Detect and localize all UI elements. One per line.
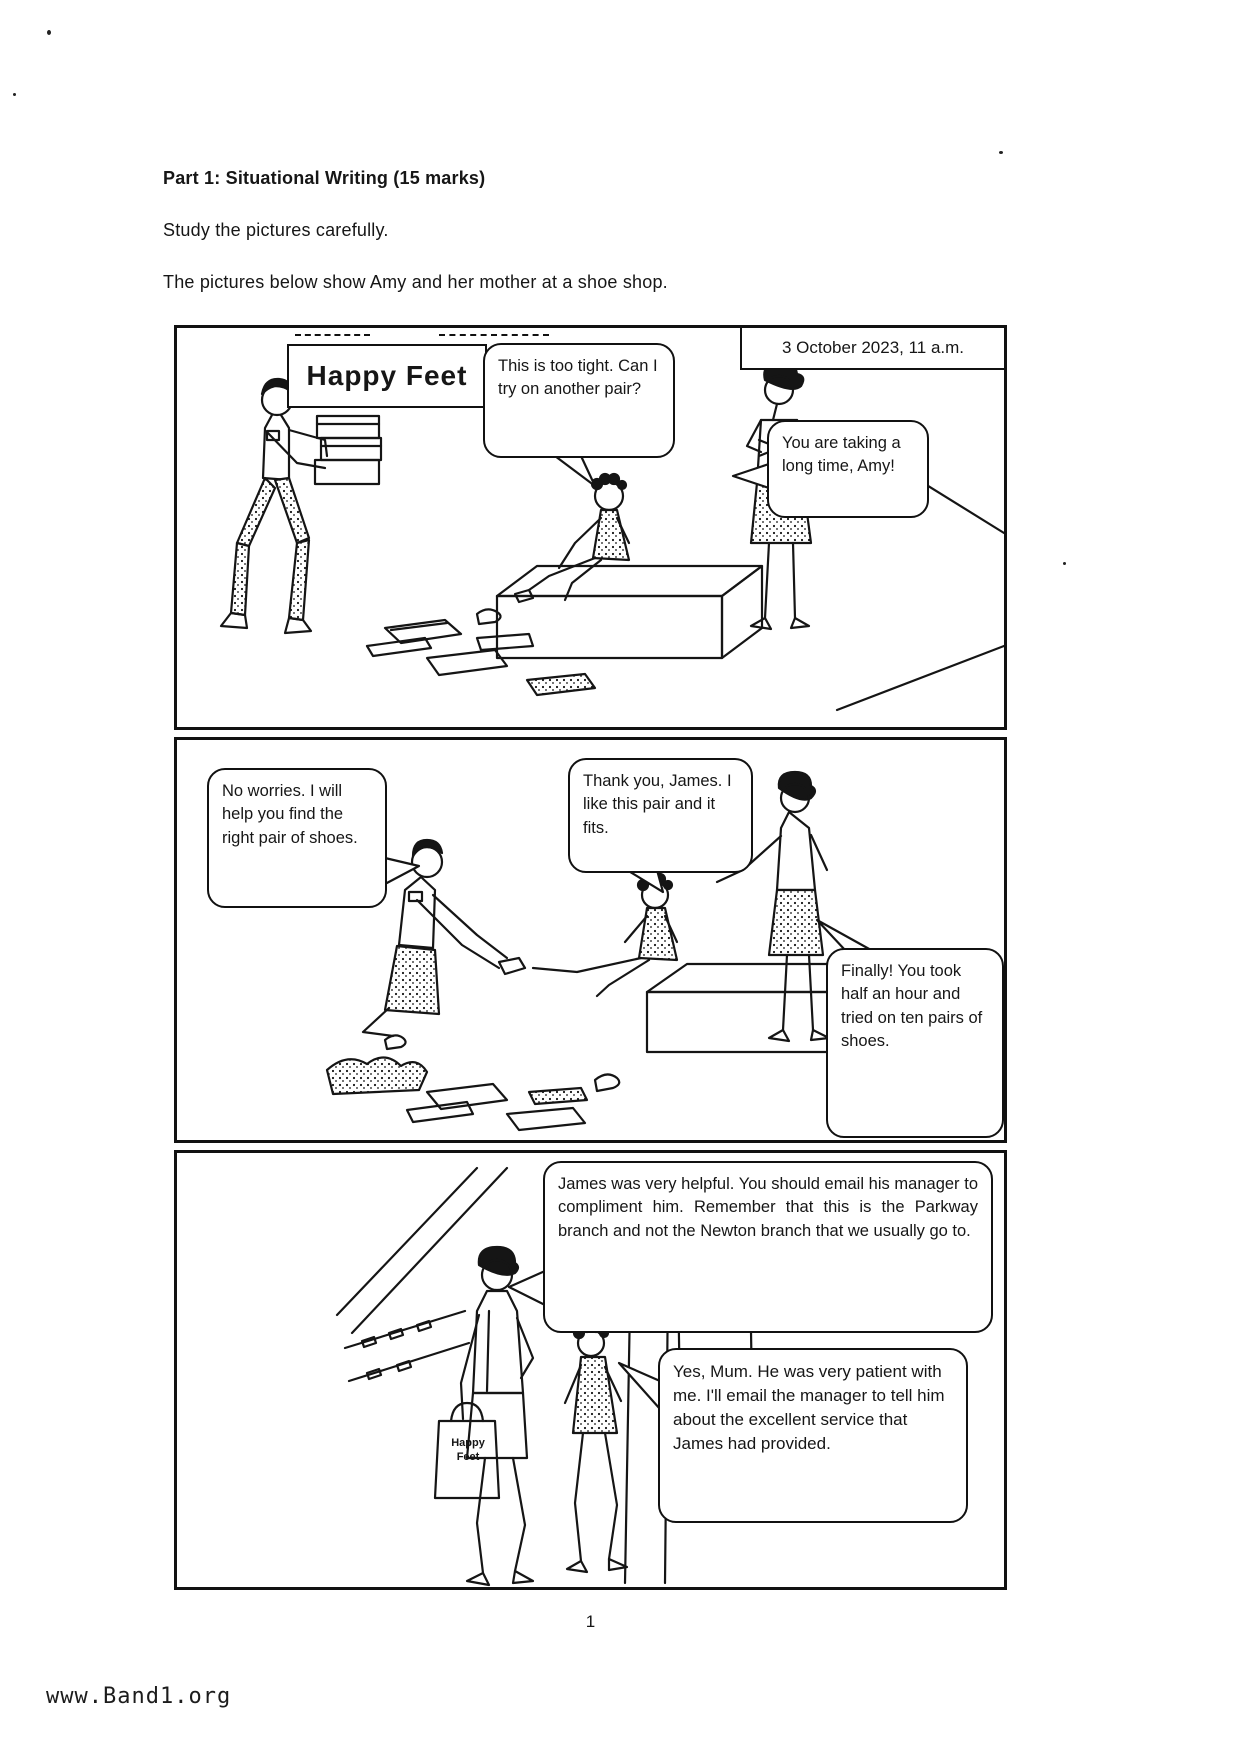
amy-figure-p2 <box>533 874 677 996</box>
bag-label: Happy Feet <box>451 1437 485 1463</box>
scan-speck <box>1063 562 1066 565</box>
scan-speck <box>999 151 1003 154</box>
watermark: www.Band1.org <box>46 1684 232 1709</box>
james-speech-bubble: No worries. I will help you find the right pair of shoes. <box>207 768 387 908</box>
mother-speech-bubble: James was very helpful. You should email his manager to compliment him. Remember that this is the Parkway branch and not the Newton branch that we usually go to. <box>543 1161 993 1333</box>
mother-speech-bubble: You are taking a long time, Amy! <box>767 420 929 518</box>
speech-tails <box>555 456 769 488</box>
amy-speech-bubble: This is too tight. Can I try on another pair? <box>483 343 675 458</box>
amy-figure <box>515 474 629 602</box>
amy-figure-p3 <box>565 1322 627 1572</box>
page-number: 1 <box>585 1612 596 1631</box>
shoe-boxes-floor-p2 <box>327 1035 619 1130</box>
description-line: The pictures below show Amy and her mother at a shoe shop. <box>163 272 668 292</box>
ceiling-dash <box>295 334 370 336</box>
scan-speck <box>13 93 16 96</box>
comic-panel-2 <box>174 737 1007 1143</box>
mother-figure-p3 <box>461 1247 533 1585</box>
shoe-boxes-floor <box>367 609 595 695</box>
bench <box>497 566 762 658</box>
amy-speech-bubble: Yes, Mum. He was very patient with me. I'll email the manager to tell him about the excellent service that James had provided. <box>658 1348 968 1523</box>
date-caption: 3 October 2023, 11 a.m. <box>740 328 1004 370</box>
salesman-figure <box>221 379 381 633</box>
part-title: Part 1: Situational Writing (15 marks) <box>163 168 486 188</box>
comic-panel-3 <box>174 1150 1007 1590</box>
mother-speech-bubble: Finally! You took half an hour and tried on ten pairs of shoes. <box>826 948 1004 1138</box>
amy-speech-bubble: Thank you, James. I like this pair and it fits. <box>568 758 753 873</box>
ceiling-dash <box>439 334 549 336</box>
instruction-line: Study the pictures carefully. <box>163 220 389 240</box>
shop-sign: Happy Feet <box>287 344 487 408</box>
comic-panel-1 <box>174 325 1007 730</box>
scan-speck <box>47 30 51 35</box>
